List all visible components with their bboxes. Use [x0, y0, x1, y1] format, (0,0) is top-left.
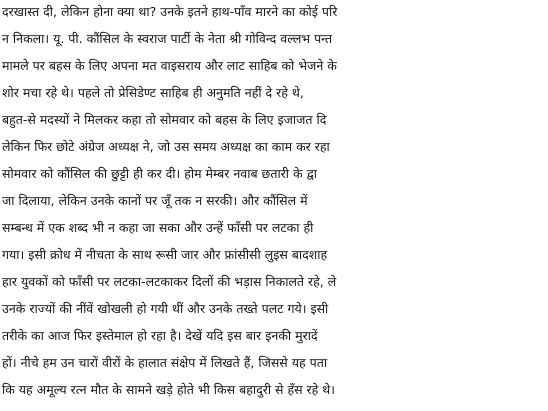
text-line-2: न निकला। यू. पी. कौंसिल के स्वराज पार्टी के नेता श्री गोविन्द वल्लभ पन्त	[2, 31, 333, 46]
text-line-6: लेकिन फिर छोटे अंग्रेज अध्यक्ष ने, जो उस समय अध्यक्ष का काम कर रहा	[2, 139, 330, 154]
text-line-10: गया। इसी क्रोध में नीचता के साथ रूसी जार और फ्रांसीसी लुइस बादशाह	[2, 247, 328, 262]
text-line-9: सम्बन्ध में एक शब्द भी न कहा जा सका और उन्हें फाँसी पर लटका ही	[2, 220, 314, 235]
text-line-3: मामले पर बहस के लिए अपना मत वाइसराय और लाट साहिब को भेजने के	[2, 58, 337, 73]
text-line-14: हों। नीचे हम उन चारों वीरों के हालात संक्षेप में लिखते हैं, जिससे यह पता	[2, 355, 328, 370]
text-line-11: हार युवकों को फाँसी पर लटका-लटकाकर दिलों की भड़ास निकालते रहे, ले	[2, 274, 337, 289]
text-line-15: कि यह अमूल्य रत्न मौत के सामने खड़े होते भी किस बहादुरी से हँस रहे थे।	[2, 382, 335, 397]
text-line-8: जा दिलाया, लेकिन उनके कानों पर जूँ तक न सरकी। और कौंसिल में	[2, 193, 308, 208]
text-line-5: बहुत-से मदस्यों ने मिलकर कहा तो सोमवार को बहस के लिए इजाजत दि	[2, 112, 327, 127]
text-line-4: शोर मचा रहे थे। पहले तो प्रेसिडेण्ट साहिब ही अनुमति नहीं दे रहे थे,	[2, 85, 304, 100]
text-line-7: सोमवार को कौंसिल की छुट्टी ही कर दी। होम मेम्बर नवाब छतारी के द्वा	[2, 166, 318, 181]
text-line-13: तरीके का आज फिर इस्तेमाल हो रहा है। देखें यदि इस बार इनकी मुरादें	[2, 328, 318, 343]
text-line-12: उनके राज्यों की नींवें खोखली हो गयी थीं और उनके तख्ते पलट गये। इसी	[2, 301, 329, 316]
text-line-1: दरखास्त दी, लेकिन होना क्या था? उनके इतने हाथ-पाँव मारने का कोई परि	[2, 4, 338, 19]
